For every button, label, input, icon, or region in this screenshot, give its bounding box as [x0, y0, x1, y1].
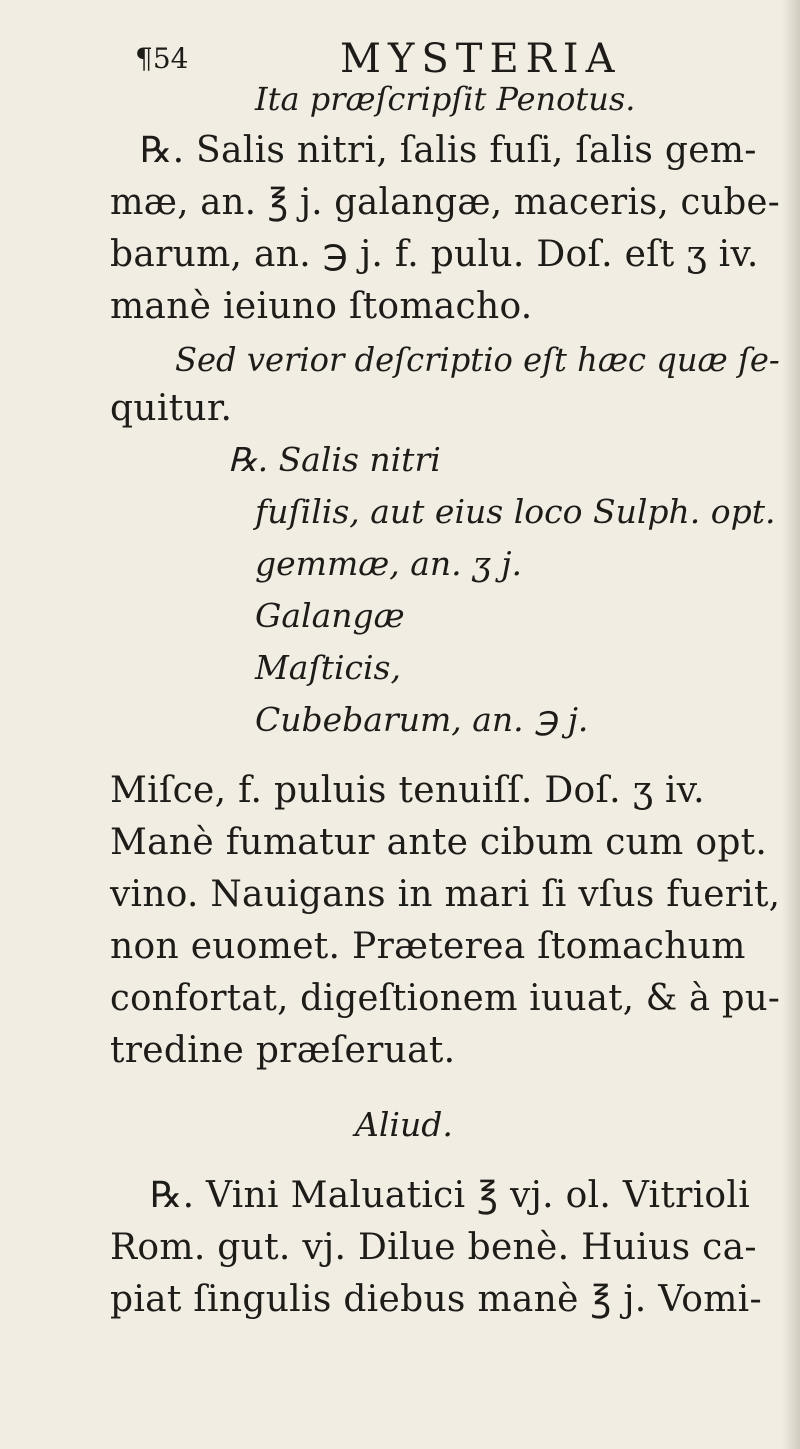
- recipe3-line: Rom. gut. vj. Dilue benè. Huius ca-: [110, 1227, 757, 1268]
- subheading2: Aliud.: [355, 1105, 453, 1144]
- recipe1-line: mæ, an. ℥ j. galangæ, maceris, cube-: [110, 182, 780, 223]
- intro2-line: quitur.: [110, 388, 233, 429]
- paragraph-line: non euomet. Præterea ſtomachum: [110, 926, 746, 967]
- recipe2-line: Galangæ: [255, 596, 405, 635]
- paragraph-line: vino. Nauigans in mari ſi vſus fuerit,: [110, 874, 781, 915]
- recipe1-line: barum, an. ℈ j. f. pulu. Doſ. eſt ʒ iv.: [110, 234, 759, 275]
- recipe1-line: ℞. Salis nitri, ſalis fuſi, ſalis gem-: [140, 130, 757, 171]
- recipe3-line: ℞. Vini Maluatici ℥ vj. ol. Vitrioli: [150, 1175, 751, 1216]
- recipe2-line: fuſilis, aut eius loco Sulph. opt.: [255, 492, 776, 531]
- recipe3-line: piat ſingulis diebus manè ℥ j. Vomi-: [110, 1279, 762, 1320]
- paragraph-line: confortat, digeſtionem iuuat, & à pu-: [110, 978, 781, 1019]
- paragraph-line: Miſce, f. puluis tenuiſſ. Doſ. ʒ iv.: [110, 770, 705, 811]
- page-number: ¶54: [135, 42, 189, 75]
- recipe1-line: manè ieiuno ſtomacho.: [110, 286, 533, 327]
- recipe2-line: Maſticis,: [255, 648, 401, 687]
- running-head: MYSTERIA: [340, 36, 622, 82]
- page-edge-shadow: [782, 0, 800, 1449]
- intro2-line: Sed verior deſcriptio eſt hæc quæ ſe-: [175, 340, 780, 379]
- recipe2-line: gemmæ, an. ʒ j.: [255, 544, 522, 583]
- recipe2-line: Cubebarum, an. ℈ j.: [255, 700, 589, 739]
- paragraph-line: tredine præſeruat.: [110, 1030, 456, 1071]
- recipe2-line: ℞. Salis nitri: [228, 440, 441, 479]
- paragraph-line: Manè fumatur ante cibum cum opt.: [110, 822, 768, 863]
- subheading: Ita præſcripſit Penotus.: [255, 80, 636, 118]
